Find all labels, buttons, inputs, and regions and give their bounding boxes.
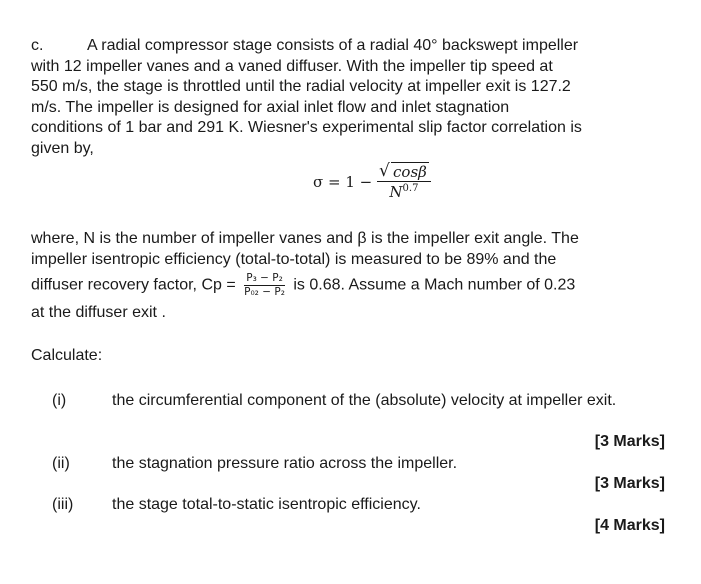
subquestion-text: the stagnation pressure ratio across the impeller. [112,455,458,472]
equation-lhs: σ = 1 − [313,173,373,191]
slip-factor-equation [313,163,431,201]
question-label: c. [31,37,44,54]
where-line: impeller isentropic efficiency (total-to-total) is measured to be 89% and the [31,250,557,268]
intro-line: conditions of 1 bar and 291 K. Wiesner's experimental slip factor correlation is [31,119,582,136]
subquestion-label: (ii) [52,455,70,472]
cp-line: diffuser recovery factor, Cp = $\frac{\text{P₃ − P₂}}{\text{P₀₂ − P₂}}$ is 0.68. Assume a Mach number of 0.23 [31,272,576,298]
subquestion-text: the stage total-to-static isentropic efficiency. [112,496,421,513]
intro-line: with 12 impeller vanes and a vaned diffuser. With the impeller tip speed at [31,57,553,75]
cp-line-2: at the diffuser exit . [31,304,166,321]
subquestion-text: the circumferential component of the (absolute) velocity at impeller exit. [112,392,617,409]
intro-line: 550 m/s, the stage is throttled until the radial velocity at impeller exit is 127.2 [31,78,571,95]
marks-label: [3 Marks] [594,433,665,450]
marks-label: [4 Marks] [594,517,665,534]
subquestion-2 [52,454,652,476]
calculate-label: Calculate: [31,347,103,364]
where-paragraph [31,229,671,270]
where-line: where, N is the number of impeller vanes and β is the impeller exit angle. The [31,230,579,247]
intro-line: c. A radial compressor stage consists of a radial 40° backswept impeller [31,36,671,57]
subquestion-1 [52,391,652,435]
question-intro [31,36,671,159]
subquestion-label: (iii) [52,496,74,513]
subquestion-3 [52,495,652,517]
sqrt-symbol: √ cosβ [379,161,427,181]
cp-fraction: $\frac{\text{P₃ − P₂}}{\text{P₀₂ − P₂}}$ [244,272,285,298]
equation-fraction: √ cosβ $N^{0.7}$ [377,163,431,201]
intro-line: m/s. The impeller is designed for axial inlet flow and inlet stagnation [31,98,510,116]
marks-label: [3 Marks] [594,475,665,492]
subquestion-label: (i) [52,392,67,409]
intro-line: given by, [31,139,94,157]
